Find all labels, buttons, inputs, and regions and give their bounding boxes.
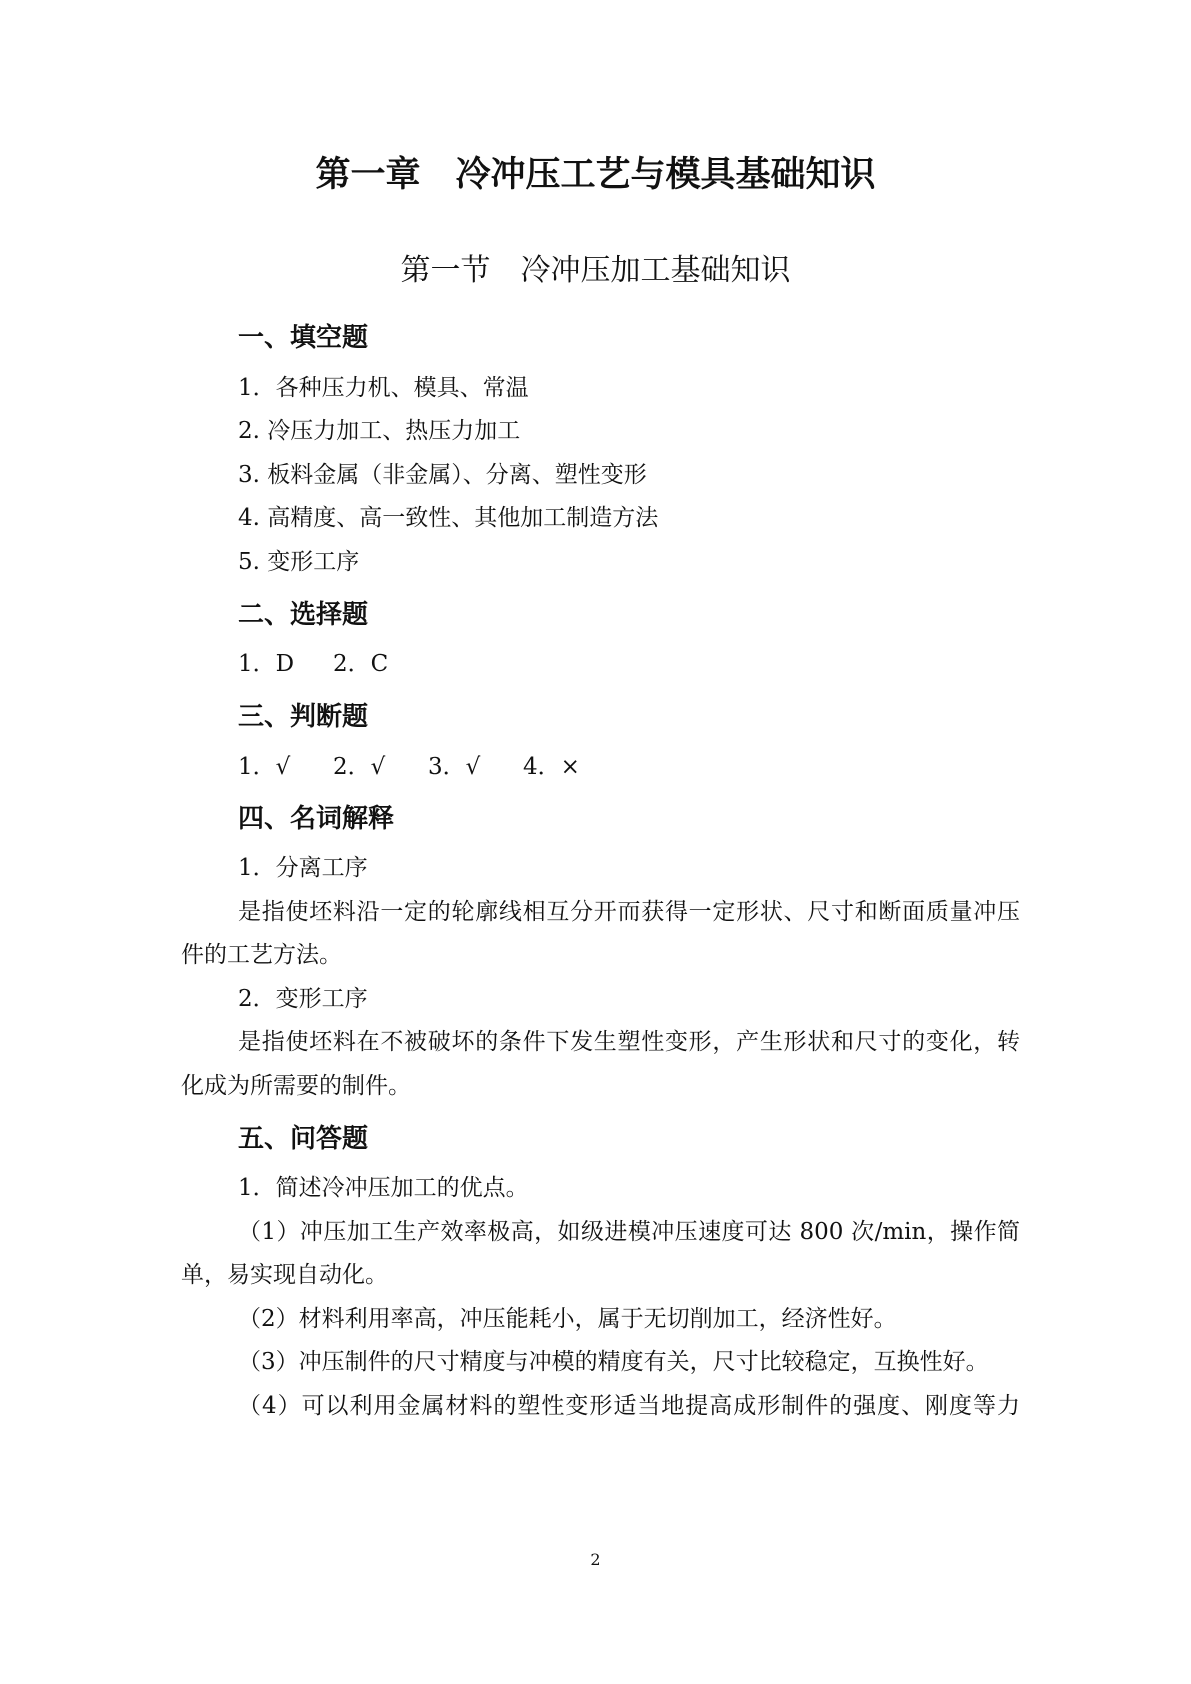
chapter-title: 第一章 冷冲压工艺与模具基础知识 [315,155,876,195]
page-number: 2 [590,1550,601,1569]
fill-blank-heading: 一、填空题 [238,323,369,353]
fill-blank-item-2: 2. 冷压力加工、热压力加工 [238,418,521,444]
fill-blank-item-4: 4. 高精度、高一致性、其他加工制造方法 [238,505,659,531]
term-2-title: 2．变形工序 [238,986,368,1012]
judge-answer-1: 1．√ [238,754,291,780]
choice-heading: 二、选择题 [238,600,369,630]
fill-blank-item-3: 3. 板料金属（非金属）、分离、塑性变形 [238,462,647,488]
term-2-definition-line2: 化成为所需要的制件。 [181,1073,411,1099]
judge-answer-4: 4．× [523,754,580,780]
qa-point-1-line2: 单，易实现自动化。 [181,1262,388,1288]
term-1-title: 1．分离工序 [238,855,368,881]
term-1-definition-line1: 是指使坯料沿一定的轮廓线相互分开而获得一定形状、尺寸和断面质量冲压 [238,899,1020,925]
fill-blank-item-5: 5. 变形工序 [238,549,360,575]
qa-heading: 五、问答题 [238,1124,369,1154]
judge-answer-3: 3．√ [428,754,481,780]
terms-heading: 四、名词解释 [238,804,395,834]
choice-answer-1: 1．D [238,651,295,677]
term-2-definition-line1: 是指使坯料在不被破坏的条件下发生塑性变形，产生形状和尺寸的变化，转 [238,1029,1020,1055]
qa-question-1: 1．简述冷冲压加工的优点。 [238,1175,529,1201]
qa-point-1-line1: （1）冲压加工生产效率极高，如级进模冲压速度可达 800 次/min，操作简 [238,1219,1020,1245]
qa-point-3: （3）冲压制件的尺寸精度与冲模的精度有关，尺寸比较稳定，互换性好。 [238,1349,989,1375]
fill-blank-item-1: 1．各种压力机、模具、常温 [238,375,529,401]
choice-answer-2: 2．C [333,651,389,677]
term-1-definition-line2: 件的工艺方法。 [181,942,342,968]
judge-answer-2: 2．√ [333,754,386,780]
judge-heading: 三、判断题 [238,702,369,732]
qa-point-4: （4）可以利用金属材料的塑性变形适当地提高成形制件的强度、刚度等力 [238,1393,1020,1419]
qa-point-2: （2）材料利用率高，冲压能耗小，属于无切削加工，经济性好。 [238,1306,897,1332]
section-title: 第一节 冷冲压加工基础知识 [400,253,791,288]
